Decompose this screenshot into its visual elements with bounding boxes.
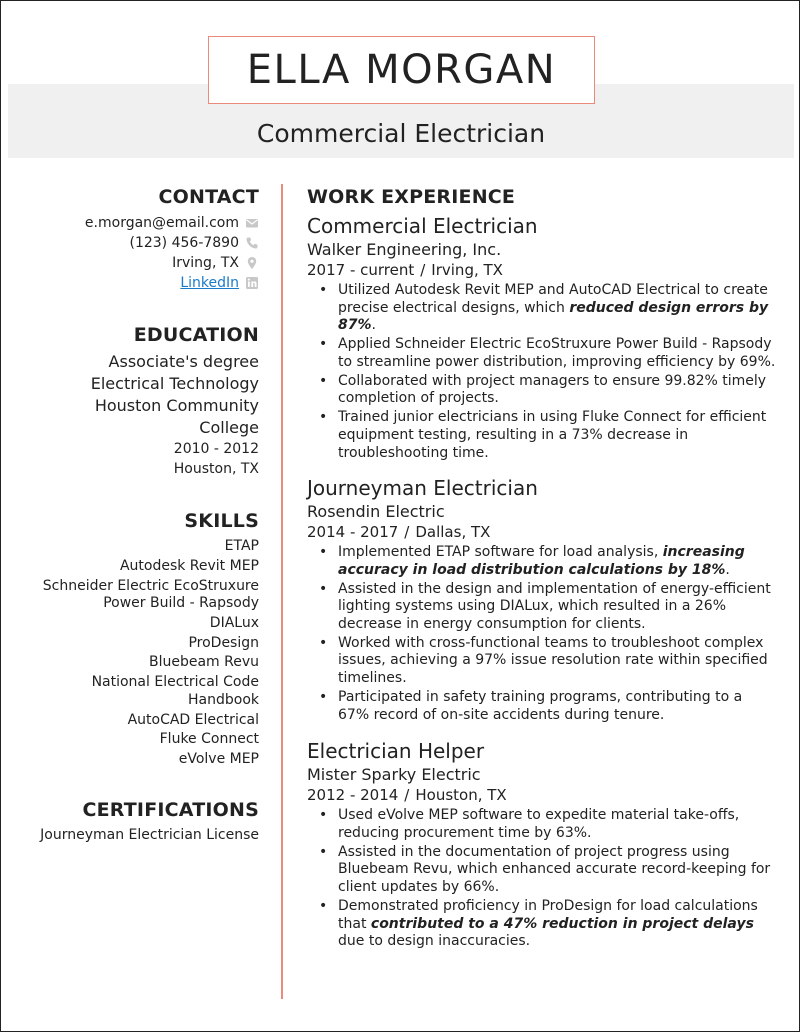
education-section: [21, 324, 259, 479]
map-pin-icon: [245, 256, 259, 270]
job-company: Mister Sparky Electric: [307, 765, 481, 785]
bullet-item: • Applied Schneider Electric EcoStruxure Power Build - Rapsody to streamline power distribution, improving efficiency by 69%.: [307, 336, 777, 371]
job-dates: 2017 - current: [307, 261, 415, 279]
job-entry: [307, 213, 777, 462]
skill-item: Autodesk Revit MEP: [119, 557, 259, 574]
work-experience-heading: WORK EXPERIENCE: [307, 186, 516, 208]
bullet-item: • Collaborated with project managers to ensure 99.82% timely completion of projects.: [307, 373, 777, 408]
bullet-item: • Utilized Autodesk Revit MEP and AutoCAD Electrical to create precise electrical designs, which reduced design errors by 87%.: [307, 282, 777, 335]
meta-separator: /: [420, 261, 426, 279]
left-column: [21, 186, 259, 844]
contact-location-row: [21, 253, 259, 273]
contact-section: [21, 186, 259, 293]
bullet-item: • Trained junior electricians in using Fluke Connect for efficient equipment testing, resulting in a 73% decrease in troubleshooting time.: [307, 409, 777, 462]
linkedin-link[interactable]: LinkedIn: [180, 275, 239, 291]
bullet-item: • Implemented ETAP software for load analysis, increasing accuracy in load distribution calculations by 18%.: [307, 544, 777, 579]
envelope-icon: [245, 216, 259, 230]
job-bullets: [307, 544, 777, 724]
skills-heading: SKILLS: [184, 510, 259, 532]
education-location: Houston, TX: [173, 461, 259, 477]
skills-list: [21, 538, 259, 769]
job-meta: [307, 522, 777, 542]
skill-item: Fluke Connect: [159, 731, 259, 748]
linkedin-icon: [245, 276, 259, 290]
education-school-line1: Houston Community: [94, 396, 259, 415]
job-dates: 2012 - 2014: [307, 786, 399, 805]
bullet-item: • Used eVolve MEP software to expedite material take-offs, reducing procurement time by 63%.: [307, 807, 777, 842]
contact-location: Irving, TX: [172, 255, 239, 271]
skill-item: National Electrical Code Handbook: [91, 674, 259, 708]
bullet-item: • Participated in safety training programs, contributing to a 67% record of on-site accidents during tenure.: [307, 689, 777, 724]
education-details: [21, 351, 259, 479]
contact-heading: CONTACT: [158, 186, 259, 208]
phone-icon: [245, 236, 259, 250]
job-location: Houston, TX: [415, 786, 507, 805]
job-location: Dallas, TX: [415, 523, 491, 542]
contact-list: [21, 213, 259, 293]
skills-section: [21, 510, 259, 769]
job-dates: 2014 - 2017: [307, 523, 399, 542]
job-company: Rosendin Electric: [307, 502, 445, 522]
contact-email[interactable]: e.morgan@email.com: [84, 215, 239, 231]
skill-item: ProDesign: [188, 634, 259, 651]
bullet-item: • Assisted in the documentation of project progress using Bluebeam Revu, which enhanced accurate record-keeping for client updates by 66%.: [307, 844, 777, 897]
skill-item: ETAP: [224, 538, 259, 554]
bullet-item: • Demonstrated proficiency in ProDesign for load calculations that contributed to a 47% reduction in project delays due to design inaccuracies.: [307, 898, 777, 951]
meta-separator: /: [404, 786, 410, 805]
job-bullets: [307, 807, 777, 951]
contact-phone-row: [21, 233, 259, 253]
job-role: Commercial Electrician: [307, 214, 538, 238]
education-heading: EDUCATION: [133, 324, 259, 346]
bullet-item: • Assisted in the design and implementation of energy-efficient lighting systems using DIALux, which resulted in a 26% decrease in energy consumption for clients.: [307, 581, 777, 634]
bullet-item: • Worked with cross-functional teams to troubleshoot complex issues, achieving a 97% issue resolution rate within specified timelines.: [307, 635, 777, 688]
skill-item: DIALux: [209, 614, 259, 631]
skill-item: Schneider Electric EcoStruxure Power Build - Rapsody: [42, 577, 259, 612]
skill-item: AutoCAD Electrical: [127, 711, 259, 728]
job-company: Walker Engineering, Inc.: [307, 240, 502, 259]
education-school-line2: College: [199, 418, 259, 437]
job-entry: [307, 738, 777, 951]
job-title: Commercial Electrician: [256, 119, 546, 148]
job-entry: [307, 475, 777, 724]
skill-item: Bluebeam Revu: [148, 654, 259, 671]
skill-item: eVolve MEP: [178, 751, 259, 768]
column-divider: [281, 184, 283, 999]
certifications-heading: CERTIFICATIONS: [82, 798, 259, 821]
job-meta: [307, 785, 777, 805]
job-role: Journeyman Electrician: [307, 476, 538, 501]
job-role: Electrician Helper: [307, 739, 485, 764]
education-degree: Associate's degree: [108, 352, 259, 371]
certifications-section: [21, 799, 259, 845]
right-column: [307, 186, 777, 963]
candidate-name: ELLA MORGAN: [246, 47, 557, 93]
certification-item: Journeyman Electrician License: [40, 826, 259, 843]
name-box: [208, 36, 595, 104]
certifications-list: [21, 827, 259, 845]
job-bullets: [307, 282, 777, 462]
contact-linkedin-row: [21, 273, 259, 293]
contact-phone[interactable]: (123) 456-7890: [129, 235, 239, 251]
meta-separator: /: [404, 523, 410, 542]
contact-email-row: [21, 213, 259, 233]
education-field: Electrical Technology: [90, 374, 259, 393]
job-meta: [307, 260, 777, 280]
education-years: 2010 - 2012: [173, 441, 259, 457]
job-location: Irving, TX: [431, 261, 503, 279]
